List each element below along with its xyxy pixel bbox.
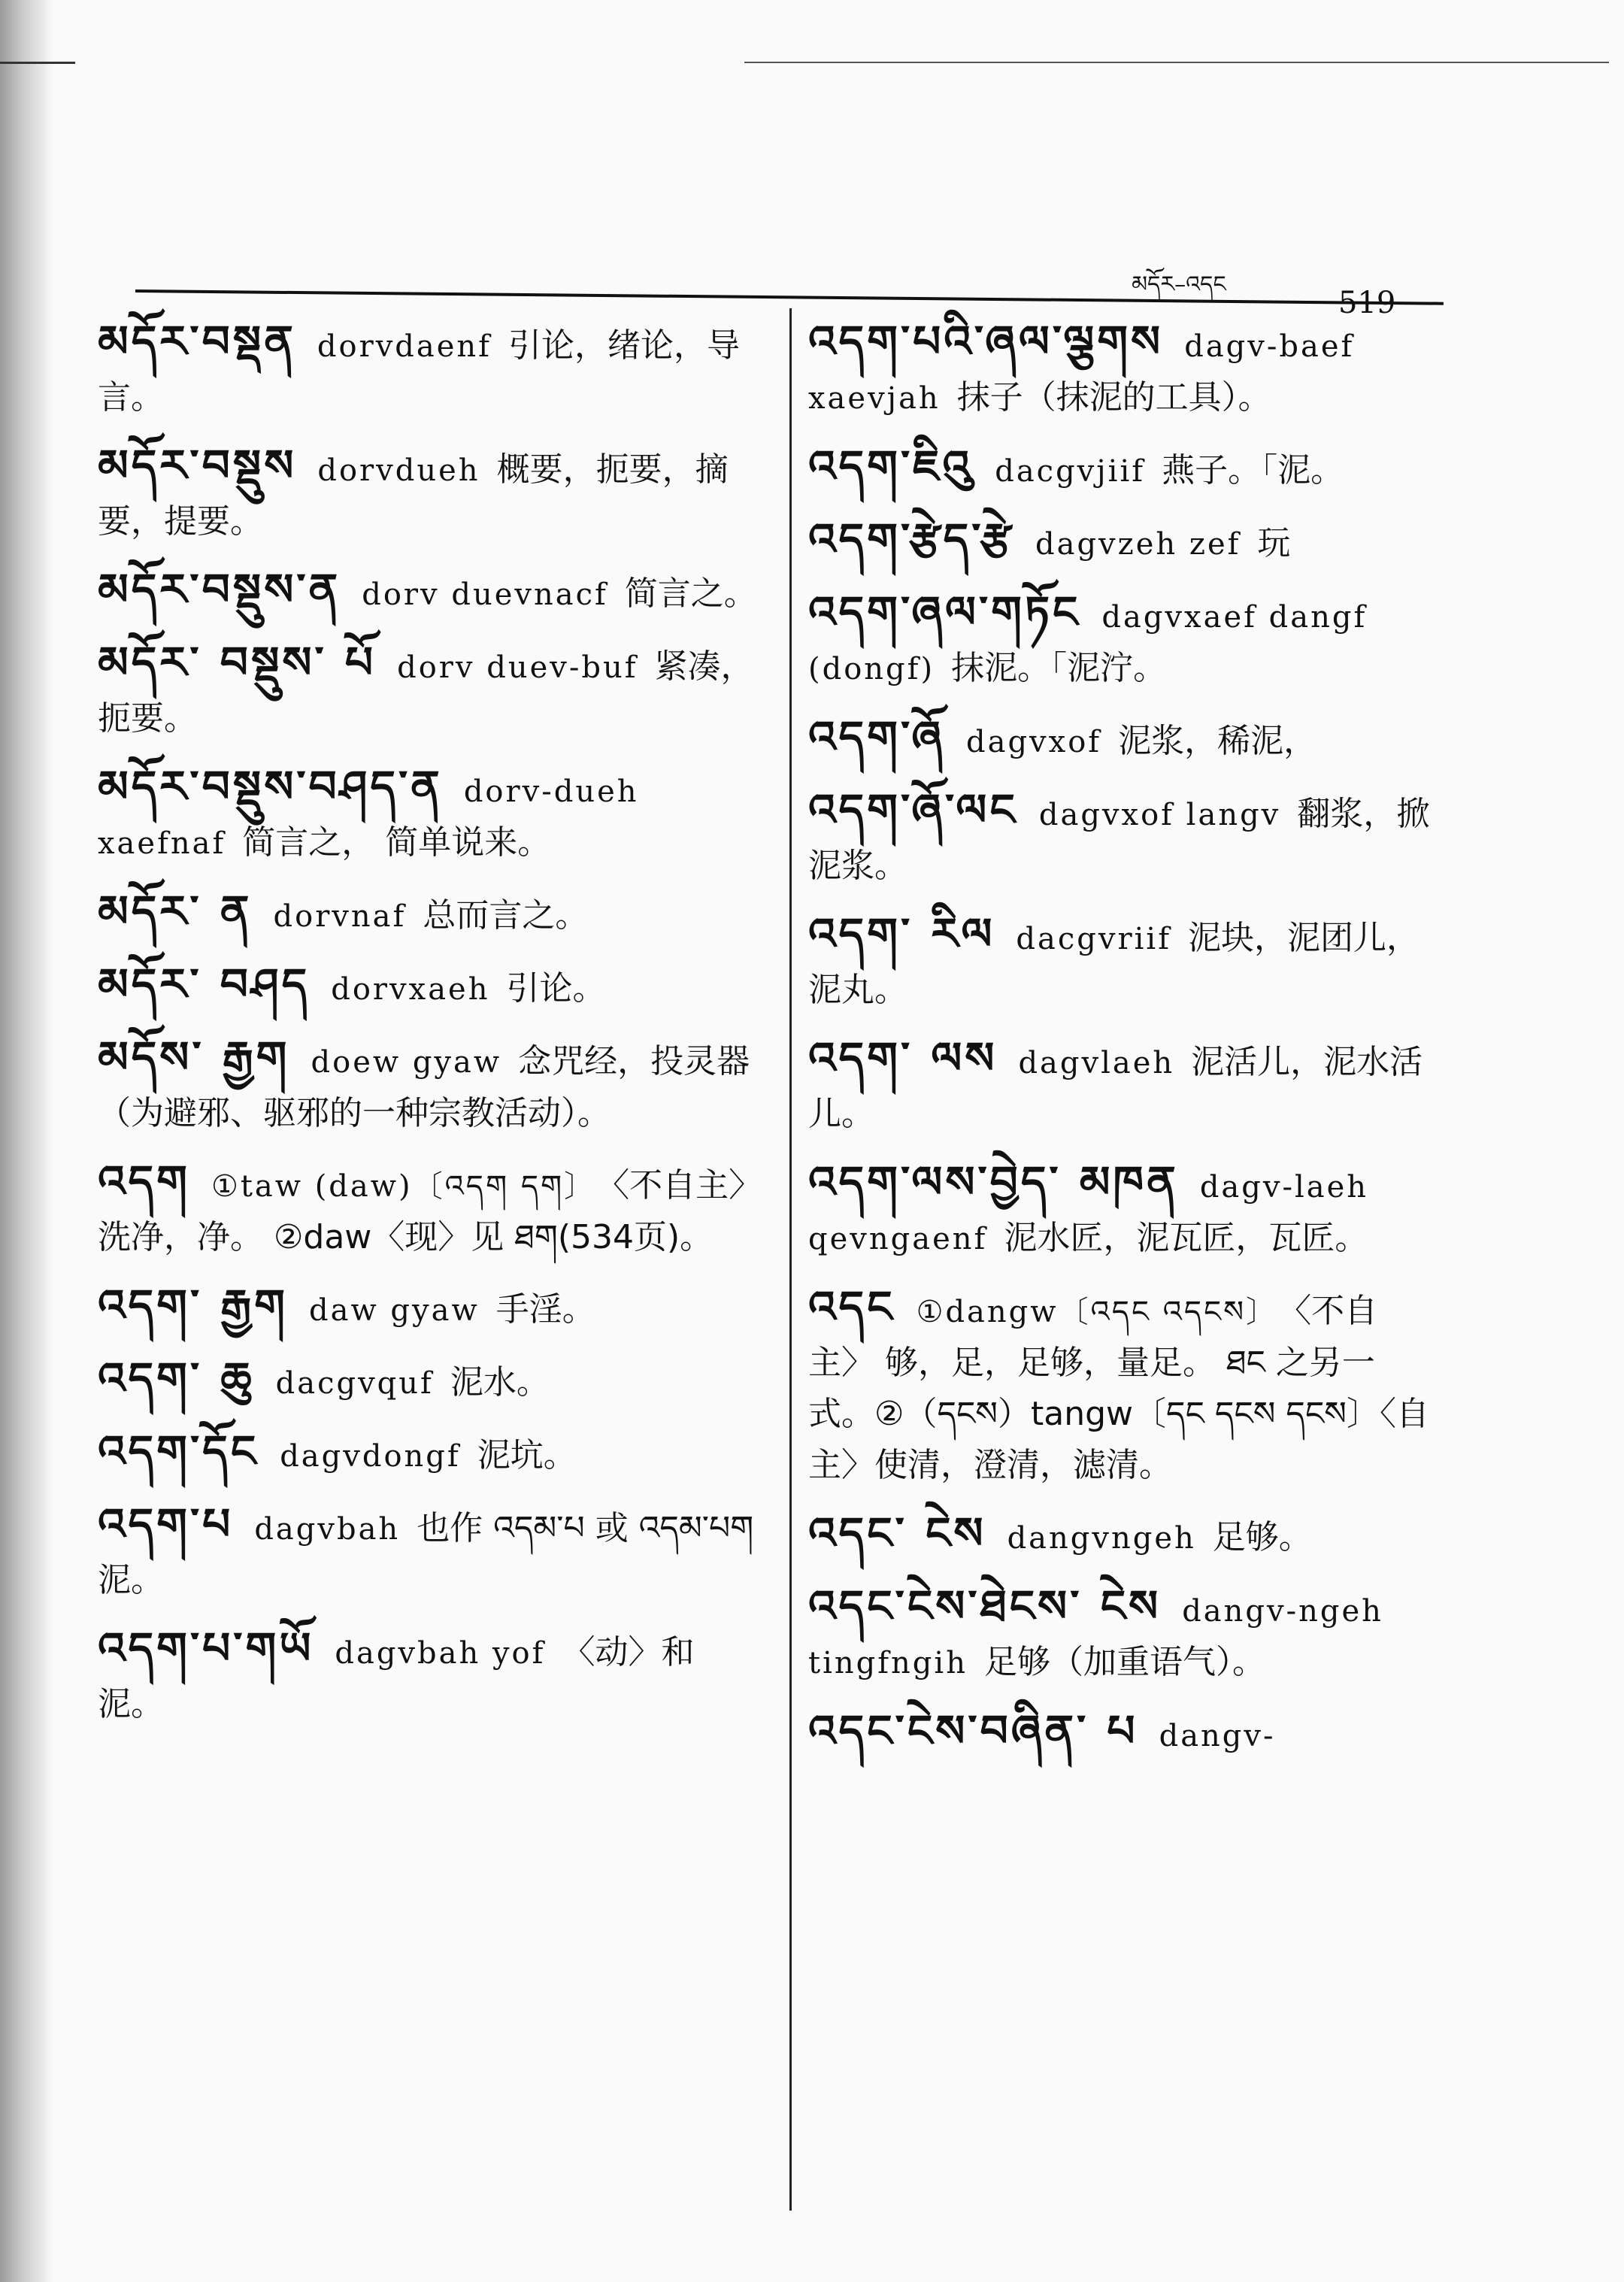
romanization: dorv duevnacf xyxy=(362,577,608,612)
tibetan-headword: འདག་དོང xyxy=(98,1426,259,1477)
running-head: མདོར–འདང xyxy=(1132,271,1226,298)
romanization: dacgvjiif xyxy=(995,454,1146,489)
chinese-gloss: 泥坑。 xyxy=(477,1436,577,1474)
chinese-gloss: 玩 xyxy=(1257,524,1291,562)
chinese-gloss: 概要，扼要，摘要，提要。 xyxy=(98,450,729,541)
dictionary-entry xyxy=(98,1426,759,1482)
romanization: dagvxof xyxy=(966,725,1102,759)
dictionary-entry xyxy=(808,1580,1440,1689)
chinese-gloss: 翻浆，掀泥浆。 xyxy=(808,795,1430,885)
chinese-gloss: 念咒经，投灵器（为避邪、驱邪的一种宗教活动）。 xyxy=(98,1042,750,1132)
romanization: dagv-laeh qevngaenf xyxy=(808,1170,1369,1256)
chinese-gloss: 引论，绪论，导言。 xyxy=(98,326,740,417)
right-column xyxy=(808,316,1440,1778)
dictionary-entry xyxy=(98,564,759,620)
chinese-gloss: 总而言之。 xyxy=(423,896,589,935)
romanization: dagv-baef xaevjah xyxy=(808,329,1355,416)
tibetan-headword: འདག་པ xyxy=(98,1499,234,1550)
chinese-gloss: 简言之。 xyxy=(624,574,757,613)
dictionary-entry xyxy=(98,1280,759,1336)
column-divider xyxy=(789,308,792,2211)
dictionary-entry xyxy=(98,1623,759,1730)
tibetan-headword: འདག་རྩེད་རྩེ xyxy=(808,514,1014,565)
chinese-gloss: 泥水。 xyxy=(450,1363,550,1402)
tibetan-headword: འདག་པའི་ཞལ་ལྕགས xyxy=(808,316,1164,367)
romanization: dagvzeh zef xyxy=(1035,527,1241,562)
romanization: dagvlaeh xyxy=(1018,1046,1175,1080)
chinese-gloss: 泥水匠，泥瓦匠，瓦匠。 xyxy=(1004,1219,1368,1257)
page-number: 519 xyxy=(1338,286,1396,320)
chinese-gloss: 泥活儿，泥水活儿。 xyxy=(808,1043,1423,1133)
romanization: dacgvriif xyxy=(1016,922,1171,956)
left-column xyxy=(98,316,759,1747)
chinese-gloss: 〈不自主〉 够，足，足够，量足。 ཐང 之另一式。②（དངས）tangw〔དང དངས དངས〕〈自主〉使清，澄清，滤清。 xyxy=(808,1292,1429,1484)
tibetan-headword: འདག་ཇིའུ xyxy=(808,441,974,492)
dictionary-entry xyxy=(98,959,759,1015)
tibetan-headword: འདག་ རྒྱག xyxy=(98,1280,288,1331)
romanization: dacgvquf xyxy=(275,1366,434,1401)
chinese-gloss: 〈动〉和泥。 xyxy=(98,1633,695,1723)
tibetan-headword: འདག་ ཆུ xyxy=(98,1353,255,1404)
romanization: ①dangw〔འདང འདངས〕 xyxy=(916,1295,1279,1329)
tibetan-headword: མདོར་ བསྡུས་ པོ xyxy=(98,637,377,688)
romanization: dorv-dueh xaefnaf xyxy=(98,774,639,861)
tibetan-headword: མདོར་བསྡན xyxy=(98,316,296,367)
dictionary-entry xyxy=(808,316,1440,424)
dictionary-entry xyxy=(98,1032,759,1139)
romanization: dorvdueh xyxy=(317,453,480,488)
chinese-gloss: 简言之， 简单说来。 xyxy=(242,823,551,862)
chinese-gloss: 足够。 xyxy=(1212,1518,1312,1556)
tibetan-headword: འདང་ངེས་ཐེངས་ ངེས xyxy=(808,1580,1162,1632)
romanization: dangv-ngeh tingfngih xyxy=(808,1594,1383,1680)
scan-line xyxy=(744,62,1609,63)
romanization: dorvdaenf xyxy=(317,329,492,364)
tibetan-headword: མདོར་ ན xyxy=(98,886,253,937)
dictionary-entry xyxy=(808,1281,1440,1491)
tibetan-headword: མདོར་ བཤད xyxy=(98,959,311,1010)
tibetan-headword: འདག་ཞོ་ལང xyxy=(808,784,1018,835)
tibetan-headword: འདག་ ལས xyxy=(808,1032,998,1083)
dictionary-entry xyxy=(808,1156,1440,1265)
romanization: dagvxof langv xyxy=(1038,798,1281,832)
scan-edge-shadow xyxy=(0,0,53,2282)
romanization: doew gyaw xyxy=(311,1045,502,1080)
tibetan-headword: འདག་ལས་བྱེད་ མཁན xyxy=(808,1156,1179,1208)
tibetan-headword: འདག xyxy=(98,1156,190,1207)
header-rule xyxy=(135,289,1444,305)
dictionary-entry xyxy=(808,1508,1440,1564)
romanization: ①taw (daw)〔འདག དག〕 xyxy=(211,1169,597,1204)
dictionary-entry xyxy=(808,1705,1440,1762)
romanization: dagvbah xyxy=(254,1512,401,1547)
dictionary-entry xyxy=(808,784,1440,892)
chinese-gloss: 抹子（抹泥的工具）。 xyxy=(956,378,1271,417)
tibetan-headword: མདོར་བསྡུས xyxy=(98,440,297,491)
tibetan-headword: འདག་པ་གཡོ xyxy=(98,1623,314,1674)
tibetan-headword: འདག་ཞོ xyxy=(808,711,945,762)
tibetan-headword: འདག་ཞལ་གཏོང xyxy=(808,586,1081,638)
chinese-gloss: 手淫。 xyxy=(495,1290,595,1329)
romanization: daw gyaw xyxy=(309,1293,480,1328)
romanization: dagvdongf xyxy=(280,1439,461,1474)
tibetan-headword: འདག་ རིལ xyxy=(808,908,995,959)
dictionary-entry xyxy=(808,1032,1440,1140)
romanization: dagvxaef dangf (dongf) xyxy=(808,600,1368,686)
chinese-gloss: 泥浆，稀泥， xyxy=(1118,722,1317,760)
romanization: dangv- xyxy=(1159,1719,1276,1753)
dictionary-entry xyxy=(98,440,759,547)
chinese-gloss: 〈不自主〉洗净，净。 ②daw〈现〉见 ཐག(534页)。 xyxy=(98,1166,746,1256)
dictionary-entry xyxy=(808,514,1440,570)
romanization: dorvxaeh xyxy=(331,972,490,1007)
scan-line xyxy=(0,62,75,64)
chinese-gloss: 也作 འདམ་པ 或 འདམ་པག 泥。 xyxy=(98,1509,754,1599)
dictionary-entry xyxy=(98,316,759,423)
dictionary-entry xyxy=(98,1499,759,1606)
chinese-gloss: 引论。 xyxy=(506,969,606,1008)
dictionary-entry xyxy=(98,1353,759,1409)
dictionary-entry xyxy=(98,1156,759,1263)
chinese-gloss: 抹泥。「泥泞。 xyxy=(951,649,1167,687)
dictionary-entry xyxy=(808,908,1440,1016)
romanization: dangvngeh xyxy=(1007,1521,1196,1556)
dictionary-entry xyxy=(808,711,1440,768)
dictionary-entry xyxy=(98,886,759,942)
tibetan-headword: འདང་ ངེས xyxy=(808,1508,986,1559)
chinese-gloss: 泥块，泥团儿，泥丸。 xyxy=(808,919,1419,1009)
tibetan-headword: འདང xyxy=(808,1281,895,1332)
tibetan-headword: མདོར་བསྡུས་བཤད་ན xyxy=(98,761,443,812)
romanization: dagvbah yof xyxy=(335,1636,546,1671)
dictionary-entry xyxy=(808,586,1440,695)
romanization: dorvnaf xyxy=(273,899,407,934)
tibetan-headword: མདོས་ རྒྱག xyxy=(98,1032,290,1083)
chinese-gloss: 足够（加重语气）。 xyxy=(983,1643,1265,1681)
tibetan-headword: འདང་ངེས་བཞིན་ པ xyxy=(808,1705,1138,1756)
dictionary-entry xyxy=(808,441,1440,497)
dictionary-entry xyxy=(98,761,759,869)
romanization: dorv duev-buf xyxy=(397,650,638,685)
chinese-gloss: 燕子。「泥。 xyxy=(1162,451,1344,489)
dictionary-entry xyxy=(98,637,759,744)
tibetan-headword: མདོར་བསྡུས་ན xyxy=(98,564,341,615)
chinese-gloss: 紧凑，扼要。 xyxy=(98,647,754,738)
